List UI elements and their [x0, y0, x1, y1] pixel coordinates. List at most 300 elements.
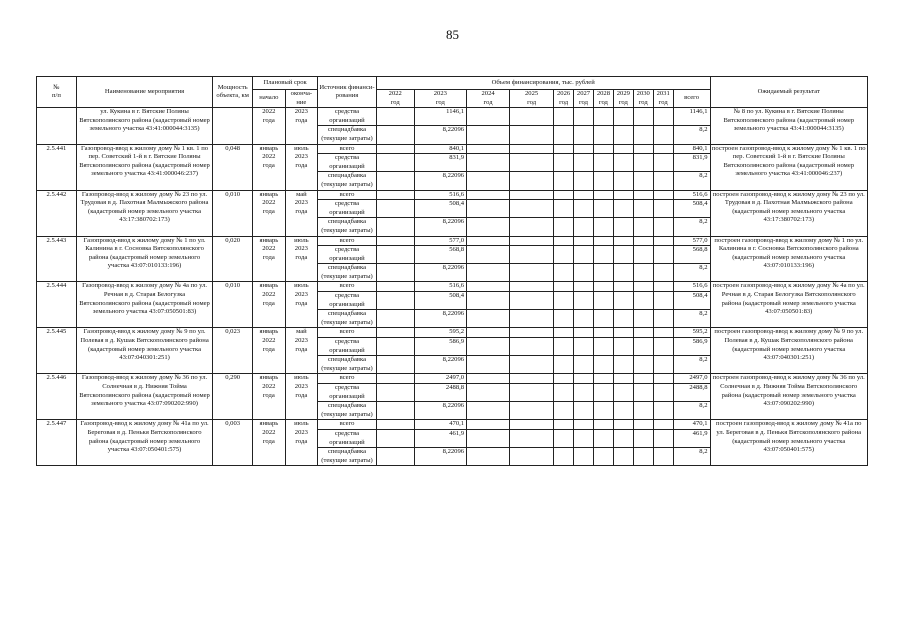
row-capacity: 0,020 [213, 236, 253, 282]
row-year-empty [633, 338, 653, 356]
row-capacity: 0,023 [213, 328, 253, 374]
row-year-empty [510, 292, 554, 310]
row-year-empty [467, 374, 510, 384]
row-year-empty [593, 172, 613, 190]
row-source: спецнадбавка (текущие затраты) [318, 356, 377, 374]
row-2022 [376, 200, 414, 218]
row-year-empty [613, 448, 633, 466]
row-year-empty [467, 144, 510, 154]
header-year: 2028 год [593, 90, 613, 108]
row-year-empty [467, 126, 510, 144]
row-year-empty [653, 264, 673, 282]
row-2023: 516,6 [414, 190, 466, 200]
row-year-empty [574, 264, 594, 282]
row-year-empty [653, 384, 673, 402]
row-year-empty [653, 172, 673, 190]
header-year: 2025 год [510, 90, 554, 108]
row-year-empty [467, 282, 510, 292]
row-year-empty [653, 429, 673, 447]
row-year-empty [554, 310, 574, 328]
row-end: июль 2023 года [285, 236, 318, 282]
row-end: июль 2023 года [285, 282, 318, 328]
row-year-empty [633, 420, 653, 430]
row-start: январь 2022 года [253, 144, 286, 190]
row-year-empty [574, 144, 594, 154]
row-year-empty [613, 218, 633, 236]
header-year: 2022 год [376, 90, 414, 108]
row-year-empty [593, 218, 613, 236]
row-2022 [376, 402, 414, 420]
row-year-empty [593, 154, 613, 172]
row-source: спецнадбавка (текущие затраты) [318, 172, 377, 190]
row-year-empty [633, 246, 653, 264]
row-year-empty [574, 356, 594, 374]
row-year-empty [574, 292, 594, 310]
row-result: построен газопровод-ввод к жилому дому № 4а по ул. Речная в д. Старая Белогузка Вятскополянского района (кадастровый номер земельного участка 43:07:050501:83) [710, 282, 868, 328]
row-2023: 8,22096 [414, 310, 466, 328]
row-total: 595,2 [673, 328, 710, 338]
row-result: № 8 по ул. Кукина в г. Вятские Поляны Вятскополянского района (кадастровый номер земельного участка 43:41:000044:3135) [710, 108, 868, 144]
row-total: 840,1 [673, 144, 710, 154]
row-year-empty [613, 190, 633, 200]
row-year-empty [653, 200, 673, 218]
row-year-empty [613, 200, 633, 218]
table-header [37, 77, 868, 108]
row-year-empty [633, 384, 653, 402]
header-result: Ожидаемый результат [710, 77, 868, 108]
row-year-empty [574, 420, 594, 430]
row-year-empty [633, 108, 653, 126]
row-year-empty [574, 282, 594, 292]
row-year-empty [574, 402, 594, 420]
row-2023: 8,22096 [414, 356, 466, 374]
row-source: спецнадбавка (текущие затраты) [318, 310, 377, 328]
row-name: Газопровод-ввод к жилому дому № 36 по ул. Солнечная в д. Нижняя Тойма Вятскополянского района (кадастровый номер земельного участка 43:07:090202:990) [76, 374, 212, 420]
row-2023: 470,1 [414, 420, 466, 430]
row-year-empty [574, 218, 594, 236]
row-source: средства организаций [318, 292, 377, 310]
row-year-empty [633, 310, 653, 328]
row-2023: 8,22096 [414, 264, 466, 282]
financing-table [36, 76, 868, 466]
row-year-empty [613, 282, 633, 292]
row-total: 2497,0 [673, 374, 710, 384]
row-result: построен газопровод-ввод к жилому дому № 1 кв. 1 по пер. Советский 1-й в г. Вятские Поляны Вятскополянского района (кадастровый номер земельного участка 43:41:000046:237) [710, 144, 868, 190]
row-end: июль 2023 года [285, 420, 318, 466]
row-year-empty [554, 126, 574, 144]
header-total: всего [673, 90, 710, 108]
row-year-empty [593, 282, 613, 292]
row-number: 2.5.445 [37, 328, 77, 374]
row-number: 2.5.441 [37, 144, 77, 190]
row-total: 516,6 [673, 282, 710, 292]
row-2023: 461,9 [414, 429, 466, 447]
row-total: 508,4 [673, 200, 710, 218]
row-year-empty [593, 310, 613, 328]
header-year: 2026 год [554, 90, 574, 108]
row-capacity: 0,003 [213, 420, 253, 466]
table-row [37, 328, 868, 338]
row-year-empty [510, 218, 554, 236]
row-capacity: 0,010 [213, 282, 253, 328]
row-year-empty [467, 236, 510, 246]
row-year-empty [467, 200, 510, 218]
row-year-empty [510, 356, 554, 374]
row-year-empty [467, 154, 510, 172]
row-year-empty [613, 420, 633, 430]
row-year-empty [593, 126, 613, 144]
row-year-empty [554, 338, 574, 356]
row-2023: 508,4 [414, 200, 466, 218]
row-year-empty [574, 190, 594, 200]
row-2022 [376, 384, 414, 402]
header-name: Наименование мероприятия [76, 77, 212, 108]
row-2022 [376, 264, 414, 282]
row-year-empty [613, 310, 633, 328]
row-year-empty [633, 429, 653, 447]
header-year: 2027 год [574, 90, 594, 108]
row-year-empty [653, 356, 673, 374]
row-total: 577,0 [673, 236, 710, 246]
row-2022 [376, 429, 414, 447]
row-start: январь 2022 года [253, 328, 286, 374]
row-capacity: 0,010 [213, 190, 253, 236]
row-2022 [376, 292, 414, 310]
row-year-empty [554, 328, 574, 338]
row-year-empty [633, 126, 653, 144]
row-2023: 516,6 [414, 282, 466, 292]
row-year-empty [510, 402, 554, 420]
row-total: 831,9 [673, 154, 710, 172]
row-number: 2.5.446 [37, 374, 77, 420]
row-2023: 831,9 [414, 154, 466, 172]
row-number: 2.5.444 [37, 282, 77, 328]
header-capacity: Мощность объекта, км [213, 77, 253, 108]
row-year-empty [510, 328, 554, 338]
row-year-empty [593, 264, 613, 282]
row-source: средства организаций [318, 338, 377, 356]
row-year-empty [653, 154, 673, 172]
header-year: 2030 год [633, 90, 653, 108]
row-year-empty [633, 374, 653, 384]
row-year-empty [593, 190, 613, 200]
row-2022 [376, 218, 414, 236]
row-2022 [376, 328, 414, 338]
row-year-empty [653, 402, 673, 420]
row-year-empty [510, 384, 554, 402]
row-start: январь 2022 года [253, 420, 286, 466]
row-2022 [376, 374, 414, 384]
row-year-empty [554, 292, 574, 310]
row-name: Газопровод-ввод к жилому дому № 4а по ул. Речная в д. Старая Белогузка Вятскополянского района (кадастровый номер земельного участка 43:07:050501:83) [76, 282, 212, 328]
row-year-empty [467, 292, 510, 310]
row-year-empty [633, 282, 653, 292]
row-source: всего [318, 144, 377, 154]
row-capacity [213, 108, 253, 144]
row-year-empty [467, 420, 510, 430]
row-year-empty [593, 144, 613, 154]
row-end: июль 2023 года [285, 374, 318, 420]
row-year-empty [510, 144, 554, 154]
row-source: всего [318, 282, 377, 292]
row-2022 [376, 236, 414, 246]
row-year-empty [653, 236, 673, 246]
row-number: 2.5.447 [37, 420, 77, 466]
row-year-empty [613, 108, 633, 126]
row-year-empty [510, 154, 554, 172]
row-year-empty [593, 200, 613, 218]
page-number: 85 [446, 27, 459, 42]
row-result: построен газопровод-ввод к жилому дому № 1 по ул. Калинина в г. Сосновка Вятскополянского района (кадастровый номер земельного участка 43:07:010133:196) [710, 236, 868, 282]
header-end: оконча- ние [285, 90, 318, 108]
row-total: 470,1 [673, 420, 710, 430]
row-capacity: 0,048 [213, 144, 253, 190]
row-year-empty [574, 108, 594, 126]
row-year-empty [613, 126, 633, 144]
row-year-empty [593, 420, 613, 430]
row-2023: 2497,0 [414, 374, 466, 384]
row-year-empty [593, 448, 613, 466]
row-2023: 8,22096 [414, 448, 466, 466]
row-year-empty [510, 338, 554, 356]
row-year-empty [467, 402, 510, 420]
row-2022 [376, 310, 414, 328]
row-start: январь 2022 года [253, 236, 286, 282]
row-year-empty [467, 108, 510, 126]
row-2023: 8,22096 [414, 126, 466, 144]
table-row [37, 236, 868, 246]
row-source: спецнадбавка (текущие затраты) [318, 126, 377, 144]
row-2022 [376, 144, 414, 154]
header-year: 2024 год [467, 90, 510, 108]
row-source: всего [318, 236, 377, 246]
row-year-empty [554, 108, 574, 126]
row-year-empty [510, 236, 554, 246]
row-year-empty [653, 190, 673, 200]
row-total: 8,2 [673, 264, 710, 282]
row-name: Газопровод-ввод к жилому дому № 41а по ул. Береговая в д. Пенькя Вятскополянского района (кадастровый номер земельного участка 43:07:050401:575) [76, 420, 212, 466]
row-year-empty [574, 328, 594, 338]
row-result: построен газопровод-ввод к жилому дому № 36 по ул. Солнечная в д. Нижняя Тойма Вятскополянского района (кадастровый номер земельного участка 43:07:090202:990) [710, 374, 868, 420]
row-2022 [376, 108, 414, 126]
row-2023: 508,4 [414, 292, 466, 310]
row-year-empty [633, 328, 653, 338]
row-year-empty [574, 448, 594, 466]
row-start: январь 2022 года [253, 282, 286, 328]
table-row [37, 108, 868, 126]
row-year-empty [613, 328, 633, 338]
row-year-empty [633, 154, 653, 172]
row-year-empty [653, 292, 673, 310]
row-year-empty [554, 246, 574, 264]
header-year: 2031 год [653, 90, 673, 108]
row-name: Газопровод-ввод к жилому дому № 9 по ул. Полевая в д. Кушак Вятскополянского района (кадастровый номер земельного участка 43:07:040301:251) [76, 328, 212, 374]
row-result: построен газопровод-ввод к жилому дому № 41а по ул. Береговая в д. Пенькя Вятскополянского района (кадастровый номер земельного участка 43:07:050401:575) [710, 420, 868, 466]
row-year-empty [593, 374, 613, 384]
row-year-empty [613, 384, 633, 402]
row-year-empty [653, 108, 673, 126]
row-source: средства организаций [318, 384, 377, 402]
table-row [37, 144, 868, 154]
row-number: 2.5.442 [37, 190, 77, 236]
row-year-empty [510, 264, 554, 282]
row-source: спецнадбавка (текущие затраты) [318, 448, 377, 466]
row-2023: 577,0 [414, 236, 466, 246]
row-source: всего [318, 190, 377, 200]
row-year-empty [653, 282, 673, 292]
row-total: 8,2 [673, 126, 710, 144]
row-2023: 1146,1 [414, 108, 466, 126]
row-year-empty [510, 282, 554, 292]
row-year-empty [554, 264, 574, 282]
row-total: 1146,1 [673, 108, 710, 126]
row-year-empty [653, 374, 673, 384]
table-row [37, 190, 868, 200]
row-year-empty [593, 236, 613, 246]
row-year-empty [633, 402, 653, 420]
row-year-empty [554, 144, 574, 154]
row-year-empty [633, 190, 653, 200]
row-year-empty [633, 292, 653, 310]
row-year-empty [613, 172, 633, 190]
row-source: спецнадбавка (текущие затраты) [318, 218, 377, 236]
row-total: 8,2 [673, 218, 710, 236]
row-year-empty [633, 172, 653, 190]
row-year-empty [633, 200, 653, 218]
row-year-empty [593, 246, 613, 264]
row-year-empty [613, 236, 633, 246]
row-source: средства организаций [318, 429, 377, 447]
row-total: 586,9 [673, 338, 710, 356]
row-number [37, 108, 77, 144]
row-name: Газопровод-ввод к жилому дому № 23 по ул. Трудовая в д. Пахотная Малмыжского района (кадастровый номер земельного участка 43:17:380702:173) [76, 190, 212, 236]
row-year-empty [554, 218, 574, 236]
row-year-empty [613, 264, 633, 282]
row-year-empty [593, 384, 613, 402]
row-year-empty [467, 338, 510, 356]
row-2023: 840,1 [414, 144, 466, 154]
row-year-empty [554, 190, 574, 200]
row-year-empty [653, 310, 673, 328]
row-result: построен газопровод-ввод к жилому дому № 23 по ул. Трудовая в д. Пахотная Малмыжского района (кадастровый номер земельного участка 43:17:380702:173) [710, 190, 868, 236]
row-year-empty [467, 384, 510, 402]
row-year-empty [467, 264, 510, 282]
row-start: январь 2022 года [253, 374, 286, 420]
row-year-empty [510, 448, 554, 466]
row-year-empty [467, 328, 510, 338]
row-year-empty [574, 236, 594, 246]
row-year-empty [467, 218, 510, 236]
row-total: 8,2 [673, 172, 710, 190]
row-end: май 2023 года [285, 190, 318, 236]
row-total: 8,2 [673, 448, 710, 466]
row-year-empty [613, 338, 633, 356]
row-year-empty [510, 190, 554, 200]
row-year-empty [613, 402, 633, 420]
row-year-empty [554, 172, 574, 190]
row-capacity: 0,290 [213, 374, 253, 420]
table-row [37, 374, 868, 384]
row-total: 8,2 [673, 356, 710, 374]
row-year-empty [633, 448, 653, 466]
row-year-empty [593, 292, 613, 310]
header-year: 2029 год [613, 90, 633, 108]
header-num: № п/п [37, 77, 77, 108]
row-year-empty [510, 246, 554, 264]
row-year-empty [574, 338, 594, 356]
row-year-empty [510, 429, 554, 447]
row-year-empty [510, 200, 554, 218]
row-year-empty [467, 429, 510, 447]
row-2023: 8,22096 [414, 402, 466, 420]
row-2022 [376, 172, 414, 190]
row-year-empty [554, 402, 574, 420]
row-year-empty [554, 374, 574, 384]
row-end: май 2023 года [285, 328, 318, 374]
row-2022 [376, 356, 414, 374]
row-source: спецнадбавка (текущие затраты) [318, 264, 377, 282]
row-year-empty [554, 200, 574, 218]
row-year-empty [554, 384, 574, 402]
row-2023: 2488,8 [414, 384, 466, 402]
row-year-empty [653, 246, 673, 264]
header-source: Источник финанси- рования [318, 77, 377, 108]
row-year-empty [554, 448, 574, 466]
row-start: 2022 года [253, 108, 286, 144]
row-2022 [376, 154, 414, 172]
row-2023: 595,2 [414, 328, 466, 338]
header-financing: Объем финансирования, тыс. рублей [376, 77, 710, 90]
row-year-empty [613, 292, 633, 310]
row-year-empty [467, 448, 510, 466]
row-source: всего [318, 420, 377, 430]
row-end: 2023 года [285, 108, 318, 144]
row-year-empty [510, 172, 554, 190]
row-year-empty [653, 144, 673, 154]
row-total: 2488,8 [673, 384, 710, 402]
row-year-empty [574, 384, 594, 402]
row-total: 508,4 [673, 292, 710, 310]
row-2022 [376, 448, 414, 466]
row-source: всего [318, 328, 377, 338]
row-year-empty [574, 154, 594, 172]
table-row [37, 420, 868, 430]
row-2023: 8,22096 [414, 218, 466, 236]
row-year-empty [510, 108, 554, 126]
row-start: январь 2022 года [253, 190, 286, 236]
row-2023: 568,8 [414, 246, 466, 264]
table-row [37, 282, 868, 292]
row-2022 [376, 420, 414, 430]
header-period: Плановый срок [253, 77, 318, 90]
header-year: 2023 год [414, 90, 466, 108]
row-result: построен газопровод-ввод к жилому дому № 9 по ул. Полевая в д. Кушак Вятскополянского района (кадастровый номер земельного участка 43:07:040301:251) [710, 328, 868, 374]
row-year-empty [613, 154, 633, 172]
row-year-empty [554, 429, 574, 447]
row-name: ул. Кукина в г. Вятские Поляны Вятскополянского района (кадастровый номер земельного участка 43:41:000044:3135) [76, 108, 212, 144]
row-name: Газопровод-ввод к жилому дому № 1 по ул. Калинина в г. Сосновка Вятскополянского района (кадастровый номер земельного участка 43:07:010133:196) [76, 236, 212, 282]
row-source: спецнадбавка (текущие затраты) [318, 402, 377, 420]
row-year-empty [574, 126, 594, 144]
row-year-empty [593, 328, 613, 338]
row-2023: 586,9 [414, 338, 466, 356]
row-year-empty [554, 282, 574, 292]
row-source: всего [318, 374, 377, 384]
row-year-empty [574, 310, 594, 328]
row-year-empty [593, 356, 613, 374]
row-2022 [376, 338, 414, 356]
row-year-empty [593, 402, 613, 420]
